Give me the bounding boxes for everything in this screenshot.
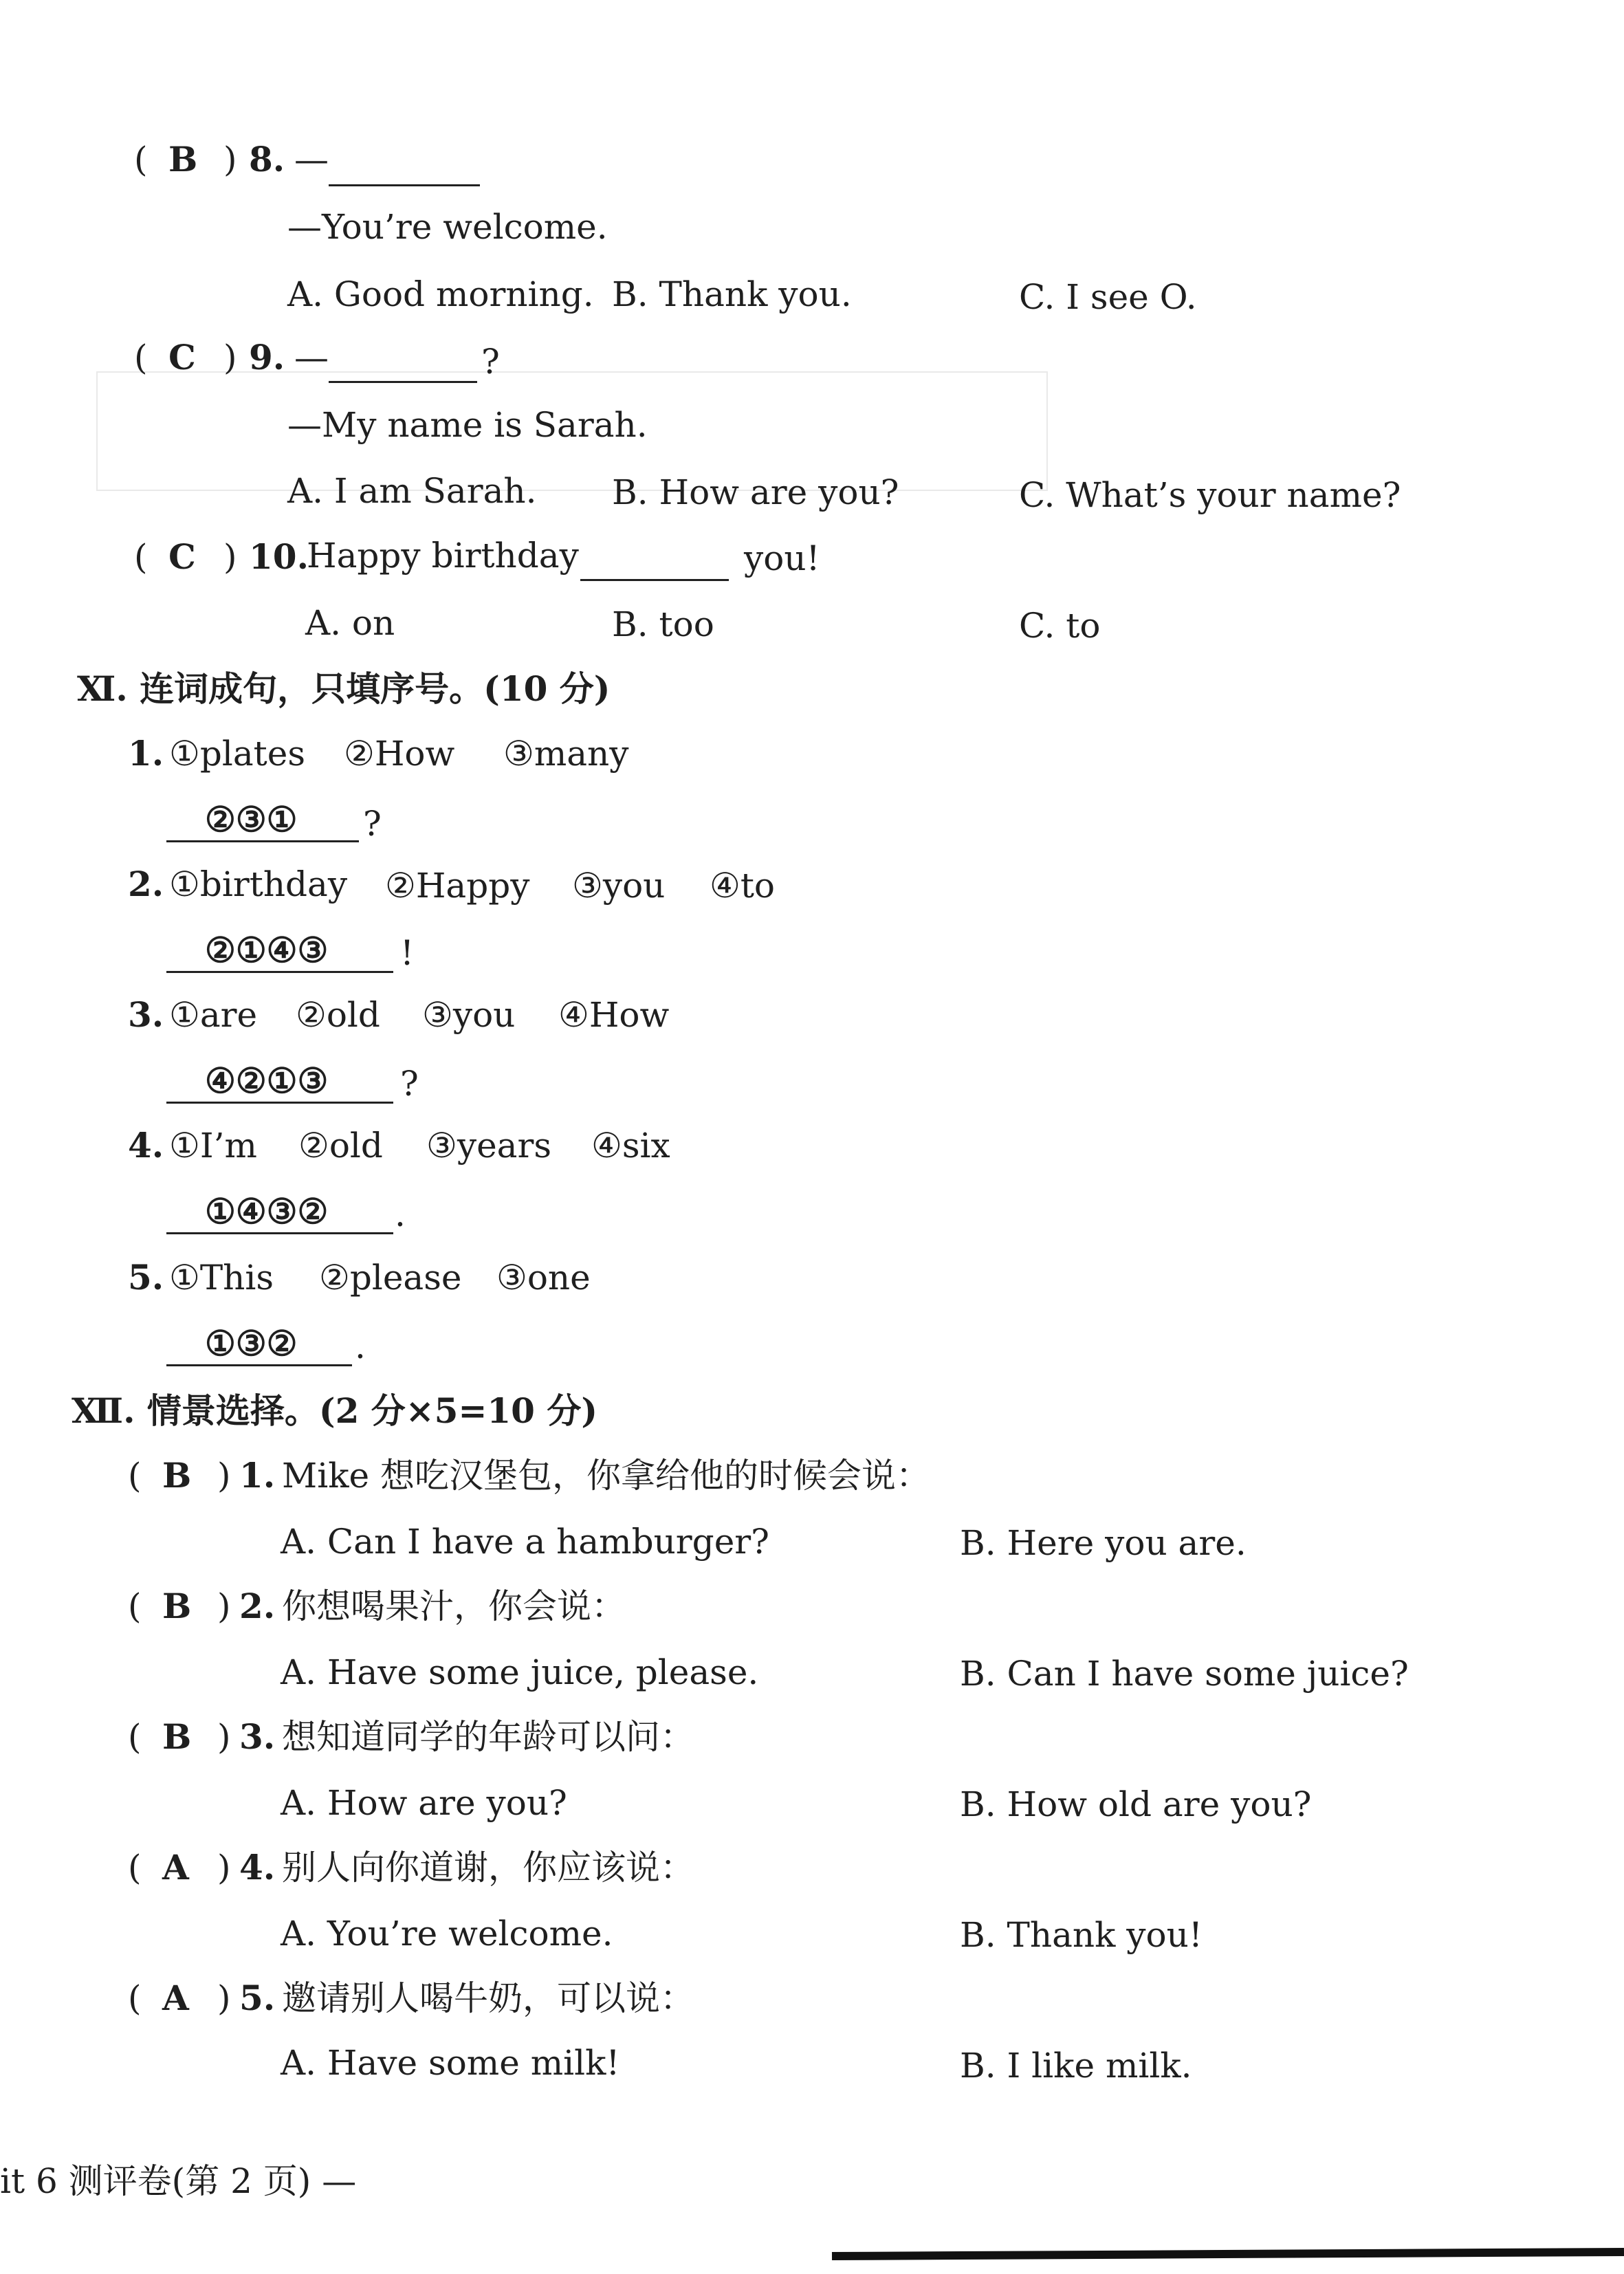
reorder-4-answer: ①④③② — [205, 1191, 329, 1232]
question-9-reply: —My name is Sarah. — [287, 405, 648, 445]
situation-3-number: 3. — [239, 1716, 276, 1757]
situation-3-question: 想知道同学的年龄可以问： — [282, 1717, 694, 1757]
question-10-option-b: B. too — [612, 604, 714, 644]
situation-1-answer: B — [162, 1455, 192, 1496]
reorder-4-blank — [166, 1232, 393, 1234]
situation-5-question: 邀请别人喝牛奶，可以说： — [282, 1978, 694, 2018]
situation-1-number: 1. — [239, 1455, 276, 1496]
question-8-reply: —You’re welcome. — [287, 207, 608, 247]
question-9-dash: — — [294, 338, 329, 378]
reorder-1-blank — [166, 840, 359, 842]
question-10-answer: C — [168, 536, 196, 577]
situation-2-number: 2. — [239, 1586, 276, 1626]
situation-1-question: Mike 想吃汉堡包，你拿给他的时候会说： — [282, 1456, 930, 1496]
reorder-1-word: ①plates — [169, 734, 305, 774]
question-9-option-b: B. How are you? — [612, 472, 899, 512]
question-10-number: 10. — [249, 536, 309, 577]
reorder-1-word: ③many — [503, 734, 629, 774]
question-8-number: 8. — [249, 139, 285, 179]
question-10-option-a: A. on — [305, 603, 395, 643]
reorder-3-word: ③you — [422, 995, 516, 1035]
section-12-heading: Ⅻ. 情景选择。(2 分×5=10 分) — [72, 1390, 597, 1431]
reorder-2-punct: ! — [400, 933, 415, 973]
reorder-3-word: ②old — [296, 995, 380, 1035]
reorder-1-punct: ? — [363, 804, 382, 844]
situation-4-number: 4. — [239, 1847, 276, 1888]
question-9-option-c: C. What’s your name? — [1019, 475, 1401, 515]
question-9-answer: C — [168, 337, 196, 378]
situation-4-question: 别人向你道谢，你应该说： — [282, 1848, 694, 1888]
reorder-3-word: ①are — [169, 995, 258, 1035]
situation-1-option-b: B. Here you are. — [960, 1523, 1247, 1563]
question-10-stem-end: you! — [744, 538, 820, 578]
question-10-blank — [580, 579, 729, 581]
question-9-blank — [329, 381, 477, 383]
reorder-2-word: ④to — [710, 866, 776, 906]
reorder-5-word: ③one — [496, 1258, 591, 1298]
situation-1-option-a: A. Can I have a hamburger? — [281, 1522, 769, 1562]
question-8-option-a: A. Good morning. — [287, 274, 594, 314]
reorder-5-blank — [166, 1364, 352, 1366]
question-8-dash: — — [294, 140, 329, 179]
reorder-2-number: 2. — [128, 864, 164, 904]
question-8-blank — [329, 184, 480, 186]
situation-2-answer: B — [162, 1586, 192, 1626]
reorder-4-punct: . — [395, 1194, 406, 1234]
reorder-2-word: ②Happy — [385, 866, 530, 906]
reorder-4-word: ③years — [426, 1126, 552, 1166]
reorder-3-answer: ④②①③ — [205, 1060, 329, 1101]
reorder-5-word: ②please — [319, 1258, 462, 1298]
situation-4-answer: A — [162, 1847, 189, 1888]
reorder-2-blank — [166, 971, 393, 973]
reorder-5-punct: . — [355, 1326, 366, 1366]
situation-5-number: 5. — [239, 1978, 276, 2018]
question-8-option-c: C. I see O. — [1019, 277, 1197, 317]
situation-3-answer: B — [162, 1716, 192, 1757]
reorder-2-word: ③you — [572, 866, 666, 906]
situation-2-question: 你想喝果汁，你会说： — [282, 1586, 626, 1626]
question-8-answer: B — [168, 139, 198, 179]
situation-5-answer: A — [162, 1978, 189, 2018]
reorder-3-word: ④How — [558, 995, 670, 1035]
reorder-1-word: ②How — [344, 734, 455, 774]
question-9-punct: ? — [481, 342, 500, 382]
question-9-number: 9. — [249, 337, 285, 378]
reorder-4-word: ②old — [298, 1126, 383, 1166]
page-footer: it 6 测评卷(第 2 页) — — [0, 2161, 357, 2201]
section-11-heading: Ⅺ. 连词成句，只填序号。(10 分) — [77, 668, 611, 709]
situation-2-option-a: A. Have some juice, please. — [281, 1652, 759, 1692]
reorder-4-word: ④six — [591, 1126, 670, 1166]
question-10-option-c: C. to — [1019, 606, 1101, 646]
reorder-1-answer: ②③① — [205, 799, 298, 840]
situation-3-option-a: A. How are you? — [281, 1783, 567, 1823]
reorder-1-number: 1. — [128, 733, 164, 774]
reorder-3-punct: ? — [400, 1064, 419, 1104]
question-10-stem: Happy birthday — [307, 536, 579, 576]
bottom-edge-rule — [832, 2248, 1624, 2260]
situation-4-option-b: B. Thank you! — [960, 1915, 1203, 1955]
reorder-4-word: ①I’m — [169, 1126, 257, 1166]
reorder-5-word: ①This — [169, 1258, 274, 1298]
reorder-3-number: 3. — [128, 994, 164, 1035]
reorder-5-answer: ①③② — [205, 1323, 298, 1364]
reorder-5-number: 5. — [128, 1257, 164, 1298]
situation-5-option-b: B. I like milk. — [960, 2046, 1192, 2086]
question-9-option-a: A. I am Sarah. — [287, 471, 537, 511]
reorder-3-blank — [166, 1102, 393, 1104]
situation-3-option-b: B. How old are you? — [960, 1784, 1312, 1824]
situation-2-option-b: B. Can I have some juice? — [960, 1654, 1409, 1694]
reorder-2-answer: ②①④③ — [205, 930, 329, 970]
situation-4-option-a: A. You’re welcome. — [281, 1914, 613, 1954]
question-8-option-b: B. Thank you. — [612, 274, 852, 314]
situation-5-option-a: A. Have some milk! — [281, 2043, 620, 2083]
reorder-2-word: ①birthday — [169, 864, 348, 904]
reorder-4-number: 4. — [128, 1125, 164, 1166]
